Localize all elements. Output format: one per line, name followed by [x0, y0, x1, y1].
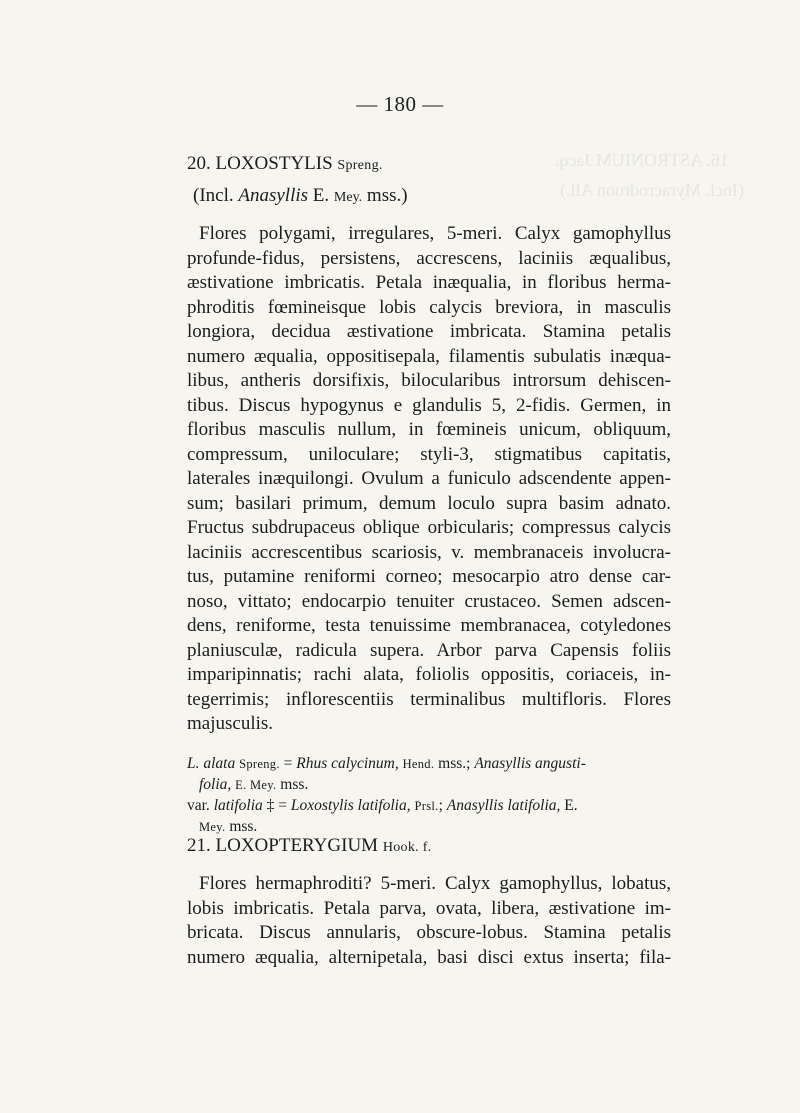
- species-line: var. latifolia ‡ = Loxostylis latifolia, Prsl.; Anasyllis latifolia, E.: [187, 796, 578, 814]
- genus-20-heading: [187, 152, 671, 178]
- species-line: L. alata Spreng. = Rhus calycinum, Hend. mss.; Anasyllis angusti-: [187, 754, 586, 772]
- description-line: bricata. Discus annularis, obscure-lobus. Stamina petalis: [187, 922, 671, 943]
- genus-name: LOXOSTYLIS: [215, 153, 333, 174]
- genus-author: Spreng.: [337, 158, 383, 173]
- genus-20-species: [187, 753, 671, 837]
- description-line: imparipinnatis; rachi alata, foliolis oppositis, coriaceis, in-: [187, 664, 671, 685]
- description-line: lobis imbricatis. Petala parva, ovata, libera, æstivatione im-: [187, 897, 671, 919]
- genus-21-heading: [187, 834, 671, 860]
- description-line: libus, antheris dorsifixis, bilocularibus introrsum dehiscen-: [187, 370, 671, 391]
- description-line: majusculis.: [187, 713, 274, 734]
- description-line: planiusculæ, radicula supera. Arbor parva Capensis foliis: [187, 639, 671, 661]
- description-line: laciniis accrescentibus scariosis, v. membranaceis involucra-: [187, 541, 671, 563]
- genus-21-block: [187, 834, 671, 970]
- description-line: numero æqualia, alternipetala, basi disci extus inserta; fila-: [187, 946, 671, 968]
- description-line: tus, putamine reniformi corneo; mesocarpio atro dense car-: [187, 566, 671, 587]
- description-line: profunde-fidus, persistens, accrescens, laciniis æqualibus,: [187, 247, 671, 269]
- species-line: Mey. mss.: [199, 817, 258, 835]
- genus-20-block: [187, 152, 671, 837]
- description-line: sum; basilari primum, demum loculo supra basim adnato.: [187, 492, 671, 514]
- description-line: Flores polygami, irregulares, 5-meri. Calyx gamophyllus: [199, 223, 671, 244]
- genus-20-inclusion: (Incl. Anasyllis E. Mey. mss.): [193, 185, 408, 206]
- description-line: numero æqualia, oppositisepala, filamentis subulatis inæqua-: [187, 345, 671, 367]
- page-number: — 180 —: [356, 92, 444, 116]
- description-line: Flores hermaphroditi? 5-meri. Calyx gamophyllus, lobatus,: [199, 873, 671, 894]
- bleed-through-text: (Incl. Myracrodruon All.): [560, 180, 744, 200]
- species-line: folia, E. Mey. mss.: [199, 775, 309, 793]
- bleed-through-text: 16. ASTRONIUM Jacq.: [555, 150, 729, 170]
- description-line: phroditis fœmineisque lobis calycis breviora, in masculis: [187, 296, 671, 318]
- description-line: tegerrimis; inflorescentiis terminalibus multifloris. Flores: [187, 688, 671, 710]
- genus-20-description: [187, 222, 671, 737]
- description-line: tibus. Discus hypogynus e glandulis 5, 2-fidis. Germen, in: [187, 394, 671, 416]
- description-line: floribus masculis nullum, in fœmineis unicum, obliquum,: [187, 419, 671, 440]
- genus-name: LOXOPTERYGIUM: [215, 835, 379, 856]
- genus-number: 21.: [187, 835, 211, 856]
- description-line: dens, reniforme, testa tenuissime membranacea, cotyledones: [187, 615, 671, 636]
- description-line: longiora, decidua æstivatione imbricata. Stamina petalis: [187, 321, 671, 342]
- description-line: Fructus subdrupaceus oblique orbicularis; compressus calycis: [187, 517, 671, 538]
- description-line: laterales inæquilongi. Ovulum a funiculo adscendente appen-: [187, 468, 671, 489]
- description-line: compressum, uniloculare; styli-3, stigmatibus capitatis,: [187, 443, 671, 465]
- genus-21-description: [187, 872, 671, 970]
- description-line: æstivatione imbricatis. Petala inæqualia, in floribus herma-: [187, 272, 671, 293]
- genus-number: 20.: [187, 153, 211, 174]
- genus-author: Hook. f.: [382, 840, 432, 855]
- description-line: noso, vittato; endocarpio tenuiter crustaceo. Semen adscen-: [187, 590, 671, 612]
